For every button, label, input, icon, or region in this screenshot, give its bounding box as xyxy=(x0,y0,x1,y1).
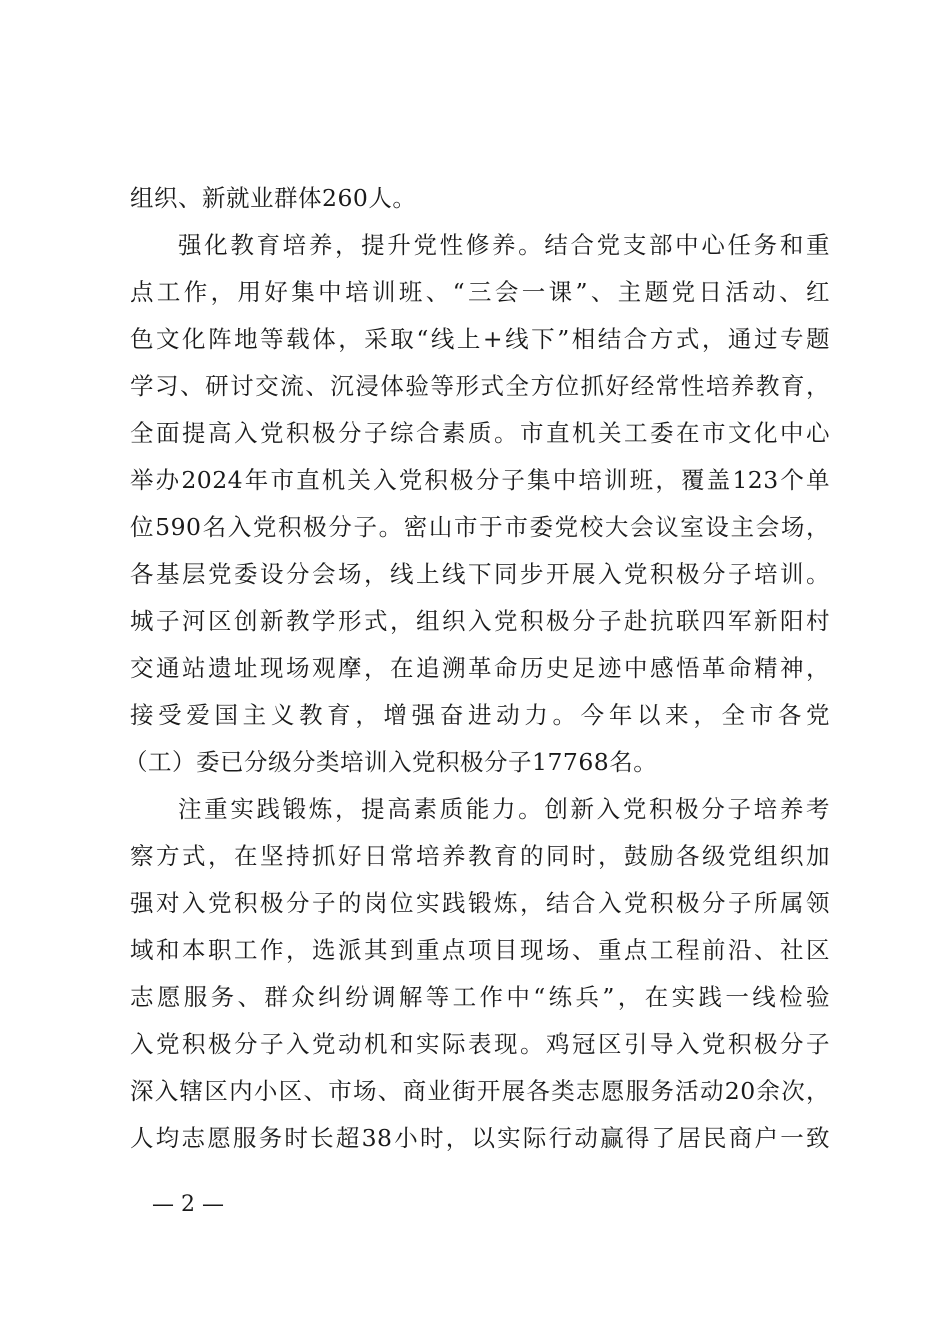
text-line: 点工作，用好集中培训班、“三会一课”、主题党日活动、红 xyxy=(130,278,830,306)
text-line: 组织、新就业群体260人。 xyxy=(130,184,417,212)
page-number: — 2 — xyxy=(152,1192,224,1217)
text-line: 色文化阵地等载体，采取“线上+线下”相结合方式，通过专题 xyxy=(130,325,830,353)
text-line: 举办2024年市直机关入党积极分子集中培训班，覆盖123个单 xyxy=(130,466,830,494)
text-line: 交通站遗址现场观摩，在追溯革命历史足迹中感悟革命精神， xyxy=(130,654,830,682)
text-line: （工）委已分级分类培训入党积极分子17768名。 xyxy=(124,748,658,776)
text-line: 位590名入党积极分子。密山市于市委党校大会议室设主会场， xyxy=(130,513,830,541)
paragraph-first-line: 强化教育培养，提升党性修养。结合党支部中心任务和重 xyxy=(178,231,830,259)
text-line: 人均志愿服务时长超38小时，以实际行动赢得了居民商户一致 xyxy=(130,1124,830,1152)
text-line: 察方式，在坚持抓好日常培养教育的同时，鼓励各级党组织加 xyxy=(130,842,830,870)
text-line: 入党积极分子入党动机和实际表现。鸡冠区引导入党积极分子 xyxy=(130,1030,830,1058)
paragraph-first-line: 注重实践锻炼，提高素质能力。创新入党积极分子培养考 xyxy=(178,795,830,823)
text-line: 深入辖区内小区、市场、商业街开展各类志愿服务活动20余次， xyxy=(130,1077,830,1105)
text-line: 志愿服务、群众纠纷调解等工作中“练兵”，在实践一线检验 xyxy=(130,983,830,1011)
text-line: 接受爱国主义教育，增强奋进动力。今年以来，全市各党 xyxy=(130,701,830,729)
text-line: 全面提高入党积极分子综合素质。市直机关工委在市文化中心 xyxy=(130,419,830,447)
text-line: 学习、研讨交流、沉浸体验等形式全方位抓好经常性培养教育， xyxy=(130,372,830,400)
text-line: 各基层党委设分会场，线上线下同步开展入党积极分子培训。 xyxy=(130,560,830,588)
text-line: 强对入党积极分子的岗位实践锻炼，结合入党积极分子所属领 xyxy=(130,889,830,917)
text-line: 城子河区创新教学形式，组织入党积极分子赴抗联四军新阳村 xyxy=(130,607,830,635)
text-line: 域和本职工作，选派其到重点项目现场、重点工程前沿、社区 xyxy=(130,936,830,964)
